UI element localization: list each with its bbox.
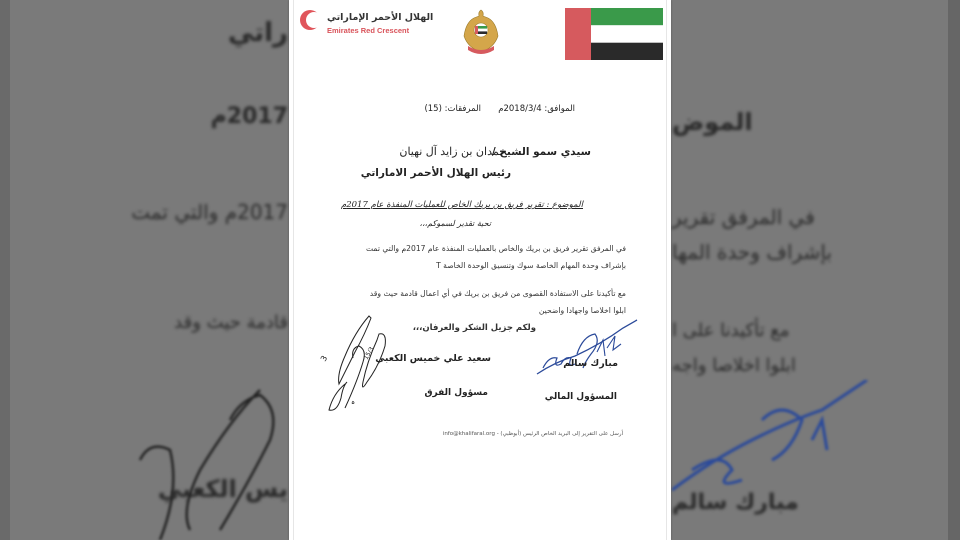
bg-signature-black-icon (80, 380, 290, 540)
salutation: سيدي سمو الشيخ / (491, 146, 591, 158)
bg-fragment: 2017م (210, 104, 288, 129)
footer-note: أرسل على التقرير إلى البريد الخاص الرئيس (أبوظبي) - info@khalifaral.org (442, 431, 623, 437)
uae-emblem-icon (460, 8, 502, 56)
page-border (293, 0, 667, 540)
background-edge-left (0, 0, 10, 540)
greeting: تحية تقدير لسموكم،،، (419, 219, 491, 228)
svg-text:15/3: 15/3 (362, 345, 376, 361)
bg-fragment: مبارك سالم (672, 490, 799, 515)
signatory-name-2: مبارك سالم (563, 358, 618, 369)
signatory-title-1: مسؤول الفرق (424, 388, 488, 398)
attachments-count: المرفقات: (15) (424, 104, 481, 114)
date-line: الموافق: 2018/3/4م (498, 104, 575, 114)
recipient-name: حمدان بن زايد آل نهيان (399, 145, 506, 158)
subject-line: الموضوع : تقرير فريق بن بريك الخاص للعمليات المنفذة عام 2017م (340, 200, 583, 210)
bg-fragment: ابلوا اخلاصا واجه (672, 355, 796, 376)
uae-flag-icon (565, 8, 663, 60)
bg-fragment: يس الكعبي (157, 475, 288, 503)
svg-text:3: 3 (318, 354, 330, 363)
body-line: بإشراف وحدة المهام الخاصة سوك وتنسيق الوحدة الخاصة T (436, 261, 626, 270)
bg-fragment: قادمة حيث وقد (174, 312, 288, 333)
bg-fragment: مع تأكيدنا على ا (672, 320, 790, 341)
background-edge-right (948, 0, 960, 540)
bg-fragment: بإشراف وحدة المها (672, 240, 832, 264)
signatory-name-1: سعيد علي خميس الكعبي (375, 353, 491, 364)
closing-line: ولكم جزيل الشكر والعرفان،،، (412, 323, 536, 333)
signature-black-icon (311, 312, 391, 418)
body-line: مع تأكيدنا على الاستفادة القصوى من فريق بن بريك في أي اعمال قادمة حيث وقد (369, 289, 626, 298)
bg-signature-blue-icon (672, 380, 882, 500)
svg-text:ہ: ہ (351, 398, 356, 406)
bg-fragment: في المرفق تقرير (672, 205, 815, 229)
logo-arabic-text: الهلال الأحمر الإماراتي (327, 12, 434, 23)
bg-fragment: 2017م والتي تمت (131, 200, 288, 224)
body-line: ابلوا اخلاصا واجهادا واضحين (538, 306, 626, 315)
signature-blue-icon (535, 318, 639, 378)
recipient-title: رئيس الهلال الأحمر الاماراتي (360, 167, 511, 179)
red-crescent-icon (299, 9, 321, 31)
bg-fragment: راتي (228, 18, 288, 48)
body-line: في المرفق تقرير فريق بن بريك والخاص بالعمليات المنفذة عام 2017م والتي تمت (365, 244, 626, 253)
letter-page (289, 0, 671, 540)
signatory-title-2: المسؤول المالي (544, 392, 617, 402)
bg-fragment: الموض (672, 108, 753, 136)
logo-english-text: Emirates Red Crescent (327, 26, 410, 35)
